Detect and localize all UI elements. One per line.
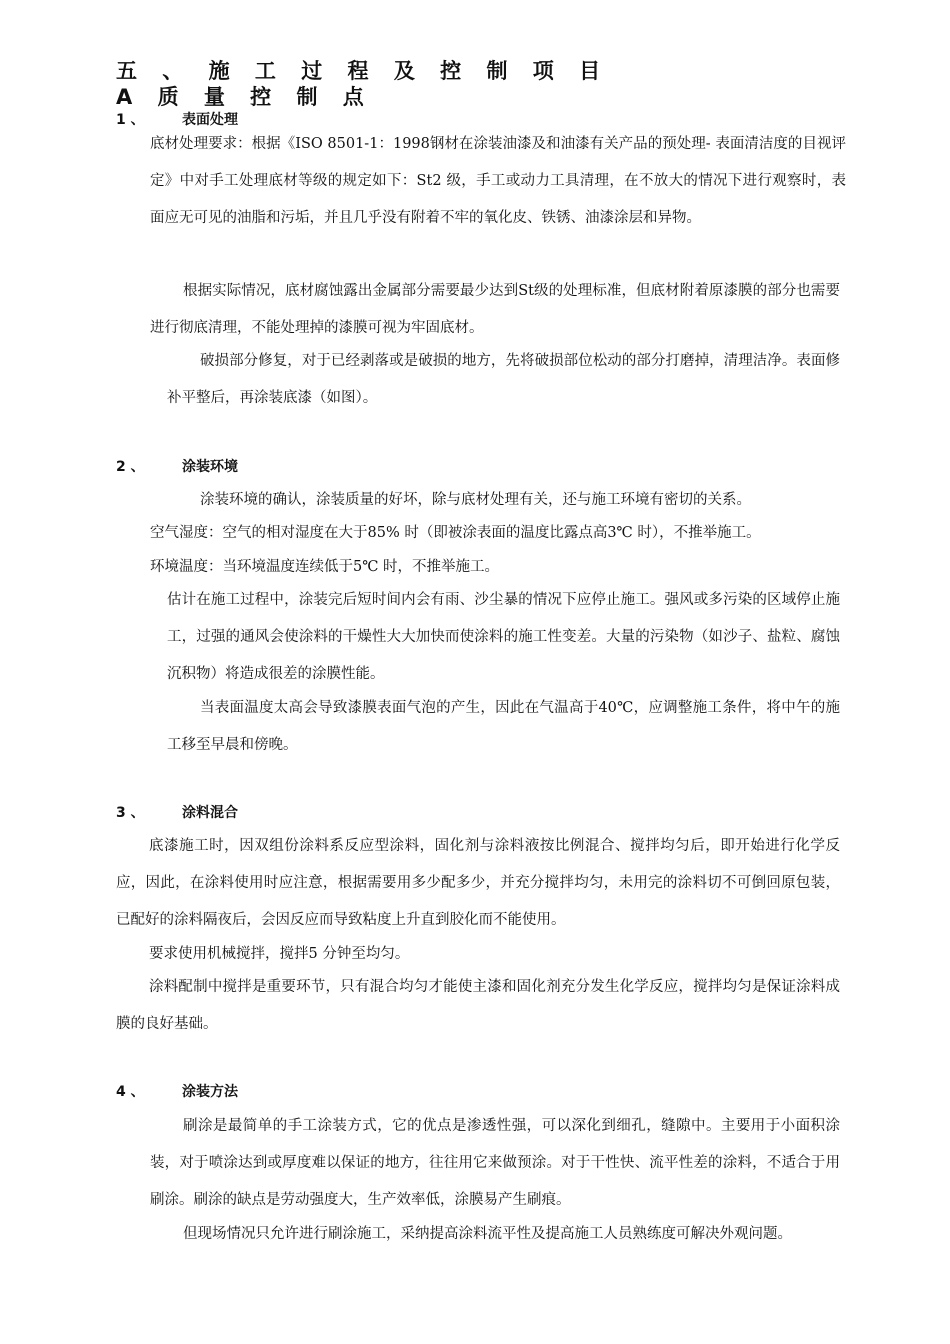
paragraph: 刷涂是最简单的手工涂装方式，它的优点是渗透性强，可以深化到细孔，缝隙中。主要用于小面积涂装，对于喷涂达到或厚度难以保证的地方，往往用它来做预涂。对于干性快、流平性差的涂料，不适合于用刷涂。刷涂的缺点是劳动强度大，生产效率低，涂膜易产生刷痕。 bbox=[150, 1118, 840, 1208]
section-title: 涂装方法 bbox=[182, 1084, 238, 1100]
section-2-heading bbox=[116, 457, 238, 477]
paragraph: 但现场情况只允许进行刷涂施工，采纳提高涂料流平性及提高施工人员熟练度可解决外观问题。 bbox=[183, 1226, 792, 1242]
paragraph: 底漆施工时，因双组份涂料系反应型涂料，固化剂与涂料液按比例混合、搅拌均匀后，即开始进行化学反应，因此，在涂料使用时应注意，根据需要用多少配多少，并充分搅拌均匀，未用完的涂料切不可倒回原包装，已配好的涂料隔夜后，会因反应而导致粘度上升直到胶化而不能使用。 bbox=[116, 838, 840, 928]
paragraph: 当表面温度太高会导致漆膜表面气泡的产生，因此在气温高于40℃，应调整施工条件，将中午的施工移至早晨和傍晚。 bbox=[167, 700, 840, 753]
paragraph: 涂料配制中搅拌是重要环节，只有混合均匀才能使主漆和固化剂充分发生化学反应，搅拌均匀是保证涂料成膜的良好基础。 bbox=[116, 979, 840, 1032]
section-number: 1 、 bbox=[116, 112, 145, 128]
paragraph: 要求使用机械搅拌，搅拌5 分钟至均匀。 bbox=[149, 946, 410, 962]
section-number: 2 、 bbox=[116, 459, 145, 475]
section-title: 表面处理 bbox=[182, 112, 238, 128]
section-a-title: A 质 量 控 制 点 bbox=[116, 85, 373, 109]
section-number: 3 、 bbox=[116, 805, 145, 821]
paragraph: 涂装环境的确认，涂装质量的好坏，除与底材处理有关，还与施工环境有密切的关系。 bbox=[200, 492, 751, 508]
section-4-heading bbox=[116, 1082, 238, 1102]
section-title: 涂料混合 bbox=[182, 805, 238, 821]
section-3-heading bbox=[116, 803, 238, 823]
paragraph: 破损部分修复，对于已经剥落或是破损的地方，先将破损部位松动的部分打磨掉，清理洁净。表面修补平整后，再涂装底漆（如图）。 bbox=[167, 353, 840, 406]
paragraph: 空气湿度：空气的相对湿度在大于85% 时（即被涂表面的温度比露点高3℃ 时），不推举施工。 bbox=[150, 525, 761, 541]
section-number: 4 、 bbox=[116, 1084, 145, 1100]
paragraph: 环境温度：当环境温度连续低于5℃ 时，不推举施工。 bbox=[150, 559, 500, 575]
paragraph: 根据实际情况，底材腐蚀露出金属部分需要最少达到St级的处理标准，但底材附着原漆膜的部分也需要进行彻底清理，不能处理掉的漆膜可视为牢固底材。 bbox=[150, 283, 840, 336]
section-title: 涂装环境 bbox=[182, 459, 238, 475]
paragraph: 估计在施工过程中，涂装完后短时间内会有雨、沙尘暴的情况下应停止施工。强风或多污染的区域停止施工，过强的通风会使涂料的干燥性大大加快而使涂料的施工性变差。大量的污染物（如沙子、盐粒、腐蚀沉积物）将造成很差的涂膜性能。 bbox=[167, 592, 840, 682]
chapter-title: 五 、 施 工 过 程 及 控 制 项 目 bbox=[116, 59, 610, 83]
paragraph: 底材处理要求：根据《ISO 8501-1：1998钢材在涂装油漆及和油漆有关产品的预处理- 表面清洁度的目视评定》中对手工处理底材等级的规定如下：St2 级，手工或动力工具清理，在不放大的情况下进行观察时，表面应无可见的油脂和污垢，并且几乎没有附着不牢的氧化皮、铁锈、油漆涂层和异物。 bbox=[150, 136, 846, 226]
